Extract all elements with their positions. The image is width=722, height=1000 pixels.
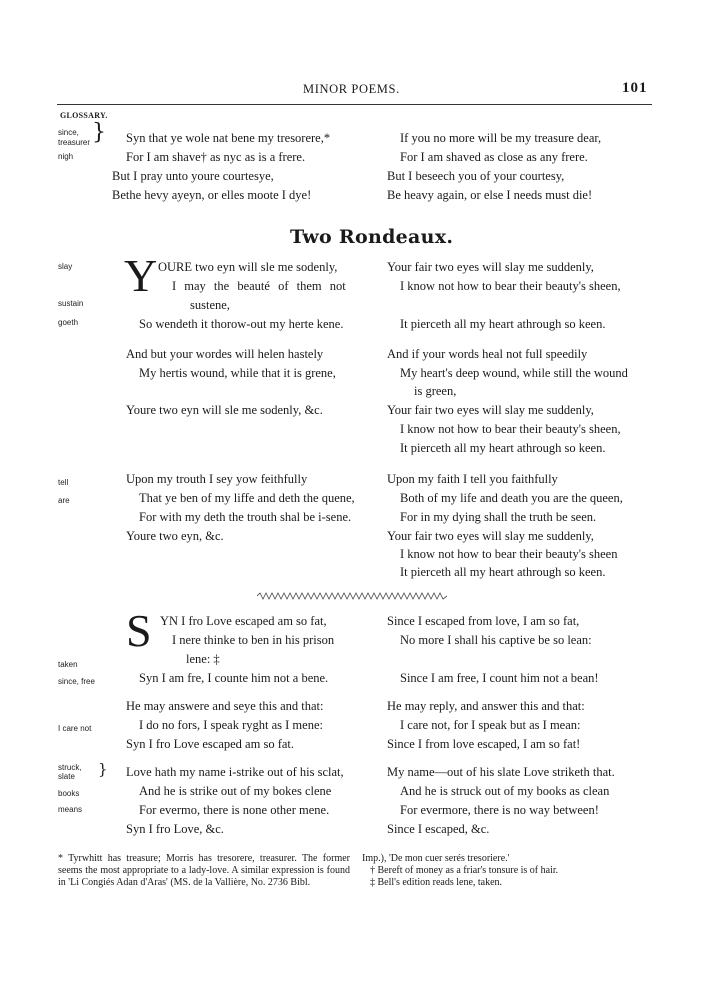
r1-right-line: It pierceth all my heart athrough so keen. [400, 565, 606, 579]
intro-left-line: But I pray unto youre courtesye, [112, 169, 274, 183]
r1-left-line: OURE two eyn will sle me sodenly, [158, 260, 338, 274]
r2-left-line: Syn I fro Love, &c. [126, 822, 224, 836]
footnote-right: † Bereft of money as a friar's tonsure is of hair. [370, 865, 559, 876]
gloss-means: means [58, 805, 83, 814]
gloss-i-care-not: I care not [58, 724, 92, 733]
r1-right-line: Upon my faith I tell you faithfully [387, 472, 558, 486]
r1-right-line: Your fair two eyes will slay me suddenly, [387, 529, 594, 543]
r1-right-line: For in my dying shall the truth be seen. [400, 510, 597, 524]
r2-right-line: And he is struck out of my books as clean [400, 784, 610, 798]
r2-right-line: Since I am free, I count him not a bean! [400, 671, 599, 685]
r1-right-line: It pierceth all my heart athrough so keen. [400, 441, 606, 455]
r1-left-line: Youre two eyn will sle me sodenly, &c. [126, 403, 323, 417]
r2-left-line: lene: ‡ [186, 652, 220, 666]
gloss-nigh: nigh [58, 152, 74, 161]
r2-left-line: Syn I am fre, I counte him not a bene. [139, 671, 329, 685]
r2-left-line: And he is strike out of my bokes clene [139, 784, 332, 798]
footnote-left: * Tyrwhitt has treasure; Morris has tresorere, treasurer. The former seems the most appropriate to a lady-love. A similar expression is found in 'Li Congiés Adan d'Aras' (MS. de la Vallière, No. 2736 Bibl. [58, 853, 350, 888]
page-number: 101 [622, 80, 648, 96]
r1-right-line: Both of my life and death you are the queen, [400, 491, 623, 505]
running-head: MINOR POEMS. [303, 82, 400, 96]
drop-cap-y: Y [124, 250, 158, 301]
gloss-slay: slay [58, 262, 73, 271]
r1-left-line: So wendeth it thorow-out my herte kene. [139, 317, 344, 331]
glossary-heading: GLOSSARY. [60, 111, 108, 120]
footnote-right: Imp.), 'De mon cuer serés tresoriere.' [362, 853, 510, 864]
r1-right-line: And if your words heal not full speedily [387, 347, 588, 361]
intro-right-line: Be heavy again, or else I needs must die! [387, 188, 593, 202]
r2-left-line: Syn I fro Love escaped am so fat. [126, 737, 294, 751]
intro-left-line: For I am shave† as nyc as is a frere. [126, 150, 306, 164]
r1-right-line: Your fair two eyes will slay me suddenly, [387, 403, 594, 417]
r1-right-line: My heart's deep wound, while still the wound [400, 366, 628, 380]
r1-left-line: Youre two eyn, &c. [126, 529, 224, 543]
r1-right-line: I know not how to bear their beauty's sheen [400, 547, 618, 561]
r1-right-line: It pierceth all my heart athrough so keen. [400, 317, 606, 331]
r2-left-line: For evermo, there is none other mene. [139, 803, 330, 817]
intro-left-line: Syn that ye wole nat bene my tresorere,* [126, 131, 331, 145]
r1-left-line: Upon my trouth I sey yow feithfully [126, 472, 308, 486]
gloss-since-free: since, free [58, 677, 95, 686]
r2-right-line: Since I escaped from love, I am so fat, [387, 614, 580, 628]
r2-right-line: For evermore, there is no way between! [400, 803, 599, 817]
gloss-taken: taken [58, 660, 78, 669]
gloss-sustain: sustain [58, 299, 84, 308]
r2-left-line: He may answere and seye this and that: [126, 699, 324, 713]
r1-right-line: I know not how to bear their beauty's sheen, [400, 422, 621, 436]
gloss-since: since, [58, 128, 79, 137]
gloss-struck: struck, [58, 763, 82, 772]
r2-left-line: I do no fors, I speak ryght as I mene: [139, 718, 323, 732]
footnote-right: ‡ Bell's edition reads lene, taken. [370, 877, 503, 888]
r1-right-line: Your fair two eyes will slay me suddenly, [387, 260, 594, 274]
r1-left-line: That ye ben of my liffe and deth the quene, [139, 491, 355, 505]
gloss-brace: } [92, 120, 106, 145]
r2-right-line: No more I shall his captive be so lean: [400, 633, 592, 647]
r1-left-line: I may the beauté of them not [172, 279, 346, 293]
intro-right-line: But I beseech you of your courtesy, [387, 169, 565, 183]
intro-right-line: If you no more will be my treasure dear, [400, 131, 602, 145]
r2-right-line: Since I escaped, &c. [387, 822, 490, 836]
ornament-divider [257, 592, 447, 600]
gloss-treasurer: treasurer [58, 138, 91, 147]
r1-left-line: And but your wordes will helen hastely [126, 347, 324, 361]
r1-right-line: is green, [414, 384, 457, 398]
r1-right-line: I know not how to bear their beauty's sheen, [400, 279, 621, 293]
r2-right-line: Since I from love escaped, I am so fat! [387, 737, 581, 751]
gloss-goeth: goeth [58, 318, 79, 327]
drop-cap-s: S [126, 605, 152, 656]
gloss-slate: slate [58, 772, 75, 781]
r2-left-line: I nere thinke to ben in his prison [172, 633, 335, 647]
header-rule [57, 104, 652, 105]
r2-right-line: I care not, for I speak but as I mean: [400, 718, 581, 732]
r1-left-line: My hertis wound, while that it is grene, [139, 366, 336, 380]
r1-left-line: sustene, [190, 298, 230, 312]
r1-left-line: For with my deth the trouth shal be i-sene. [139, 510, 352, 524]
intro-right-line: For I am shaved as close as any frere. [400, 150, 588, 164]
gloss-tell: tell [58, 478, 69, 487]
r2-left-line: YN I fro Love escaped am so fat, [160, 614, 327, 628]
r2-right-line: My name—out of his slate Love striketh that. [387, 765, 615, 779]
r2-right-line: He may reply, and answer this and that: [387, 699, 585, 713]
gloss-are: are [58, 496, 70, 505]
intro-left-line: Bethe hevy ayeyn, or elles moote I dye! [112, 188, 312, 202]
gloss-brace-2: } [98, 760, 108, 778]
section-title: Two Rondeaux. [290, 226, 454, 248]
gloss-books: books [58, 789, 80, 798]
r2-left-line: Love hath my name i-strike out of his sclat, [126, 765, 344, 779]
